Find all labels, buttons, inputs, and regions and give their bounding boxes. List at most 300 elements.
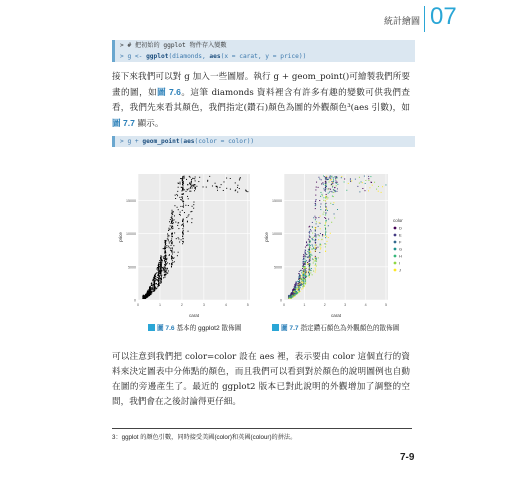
data-point xyxy=(172,228,173,229)
data-point xyxy=(167,268,168,269)
data-point xyxy=(291,296,292,297)
data-point xyxy=(385,184,386,185)
data-point xyxy=(378,186,379,187)
data-point xyxy=(310,254,311,255)
data-point xyxy=(171,216,172,217)
x-tick-label: 4 xyxy=(224,303,227,307)
data-point xyxy=(165,271,166,272)
data-point xyxy=(288,295,289,296)
data-point xyxy=(191,211,192,212)
data-point xyxy=(305,250,306,251)
data-point xyxy=(163,248,164,249)
x-tick-label: 3 xyxy=(344,303,347,307)
y-tick-label: 5000 xyxy=(128,265,136,270)
data-point xyxy=(176,194,177,195)
data-point xyxy=(337,188,338,189)
data-point xyxy=(312,222,313,223)
data-point xyxy=(381,192,382,193)
data-point xyxy=(191,184,192,185)
data-point xyxy=(173,258,174,259)
data-point xyxy=(325,228,326,229)
data-point xyxy=(319,178,320,179)
data-point xyxy=(315,268,316,269)
data-point xyxy=(362,188,363,189)
data-point xyxy=(190,191,191,192)
data-point xyxy=(323,200,324,201)
data-point xyxy=(165,274,166,275)
data-point xyxy=(335,182,336,183)
data-point xyxy=(315,260,316,261)
data-point xyxy=(336,177,337,178)
data-point xyxy=(151,289,152,290)
data-point xyxy=(306,260,307,261)
data-point xyxy=(315,269,316,270)
data-point xyxy=(320,196,321,197)
data-point xyxy=(309,242,310,243)
data-point xyxy=(323,175,324,176)
data-point xyxy=(295,286,296,287)
data-point xyxy=(195,180,196,181)
data-point xyxy=(158,285,159,286)
data-point xyxy=(368,190,369,191)
data-point xyxy=(321,244,322,245)
legend-key xyxy=(394,241,397,244)
data-point xyxy=(334,176,335,177)
caption-square-icon xyxy=(148,324,155,331)
data-point xyxy=(168,235,169,236)
data-point xyxy=(292,293,293,294)
data-point xyxy=(302,268,303,269)
data-point xyxy=(150,294,151,295)
data-point xyxy=(182,233,183,234)
data-point xyxy=(382,186,383,187)
data-point xyxy=(316,266,317,267)
data-point xyxy=(322,234,323,235)
data-point xyxy=(162,270,163,271)
data-point xyxy=(307,262,308,263)
data-point xyxy=(359,177,360,178)
data-point xyxy=(319,222,320,223)
data-point xyxy=(152,285,153,286)
data-point xyxy=(165,245,166,246)
legend-label: E xyxy=(399,232,402,238)
data-point xyxy=(311,268,312,269)
data-point xyxy=(153,288,154,289)
data-point xyxy=(190,186,191,187)
data-point xyxy=(316,248,317,249)
data-point xyxy=(337,177,338,178)
data-point xyxy=(310,272,311,273)
data-point xyxy=(318,217,319,218)
data-point xyxy=(149,288,150,289)
data-point xyxy=(309,257,310,258)
data-point xyxy=(325,185,326,186)
data-point xyxy=(333,177,334,178)
data-point xyxy=(302,286,303,287)
data-point xyxy=(145,295,146,296)
y-tick-label: 15000 xyxy=(126,199,136,204)
data-point xyxy=(219,187,220,188)
data-point xyxy=(330,233,331,234)
data-point xyxy=(299,271,300,272)
data-point xyxy=(322,235,323,236)
code-prompt: > g <- xyxy=(120,53,147,60)
data-point xyxy=(331,191,332,192)
legend-key xyxy=(394,255,397,258)
data-point xyxy=(166,240,167,241)
data-point xyxy=(169,263,170,264)
data-point xyxy=(351,180,352,181)
data-point xyxy=(147,297,148,298)
data-point xyxy=(292,295,293,296)
data-point xyxy=(299,286,300,287)
code-args: (color = color)) xyxy=(194,138,255,145)
data-point xyxy=(239,179,240,180)
data-point xyxy=(160,269,161,270)
data-point xyxy=(296,292,297,293)
data-point xyxy=(165,269,166,270)
paragraph-text: 顯示。 xyxy=(134,119,164,129)
data-point xyxy=(158,278,159,279)
data-point xyxy=(326,196,327,197)
data-point xyxy=(303,270,304,271)
data-point xyxy=(216,186,217,187)
data-point xyxy=(157,277,158,278)
data-point xyxy=(192,206,193,207)
data-point xyxy=(309,269,310,270)
data-point xyxy=(169,254,170,255)
data-point xyxy=(190,188,191,189)
data-point xyxy=(330,189,331,190)
data-point xyxy=(302,284,303,285)
data-point xyxy=(171,235,172,236)
code-line xyxy=(115,136,415,147)
data-point xyxy=(298,273,299,274)
data-point xyxy=(194,178,195,179)
data-point xyxy=(159,266,160,267)
data-point xyxy=(357,186,358,187)
data-point xyxy=(328,193,329,194)
data-point xyxy=(299,285,300,286)
data-point xyxy=(309,247,310,248)
data-point xyxy=(315,244,316,245)
data-point xyxy=(170,241,171,242)
figure-reference: 圖 7.7 xyxy=(112,118,135,128)
data-point xyxy=(230,178,231,179)
data-point xyxy=(189,182,190,183)
data-point xyxy=(151,292,152,293)
data-point xyxy=(305,277,306,278)
data-point xyxy=(223,190,224,191)
data-point xyxy=(158,281,159,282)
data-point xyxy=(336,183,337,184)
data-point xyxy=(316,187,317,188)
data-point xyxy=(187,189,188,190)
data-point xyxy=(172,247,173,248)
data-point xyxy=(309,231,310,232)
data-point xyxy=(182,231,183,232)
data-point xyxy=(164,267,165,268)
data-point xyxy=(161,265,162,266)
data-point xyxy=(325,186,326,187)
data-point xyxy=(191,181,192,182)
data-point xyxy=(326,179,327,180)
data-point xyxy=(297,288,298,289)
data-point xyxy=(172,211,173,212)
data-point xyxy=(315,261,316,262)
data-point xyxy=(183,183,184,184)
data-point xyxy=(330,180,331,181)
data-point xyxy=(303,288,304,289)
data-point xyxy=(163,277,164,278)
scatter-plot-basic xyxy=(116,170,256,320)
data-point xyxy=(318,187,319,188)
x-tick-label: 0 xyxy=(137,303,139,307)
data-point xyxy=(160,262,161,263)
x-tick-label: 1 xyxy=(158,303,161,307)
data-point xyxy=(312,239,313,240)
legend-label: D xyxy=(399,225,402,231)
data-point xyxy=(173,211,174,212)
data-point xyxy=(319,252,320,253)
data-point xyxy=(161,262,162,263)
data-point xyxy=(312,249,313,250)
data-point xyxy=(178,252,179,253)
data-point xyxy=(160,268,161,269)
data-point xyxy=(301,283,302,284)
data-point xyxy=(326,194,327,195)
data-point xyxy=(174,232,175,233)
data-point xyxy=(327,197,328,198)
data-point xyxy=(301,285,302,286)
data-point xyxy=(308,272,309,273)
data-point xyxy=(160,272,161,273)
data-point xyxy=(154,276,155,277)
data-point xyxy=(180,212,181,213)
data-point xyxy=(303,266,304,267)
data-point xyxy=(172,210,173,211)
data-point xyxy=(325,215,326,216)
data-point xyxy=(315,217,316,218)
data-point xyxy=(158,264,159,265)
data-point xyxy=(325,251,326,252)
data-point xyxy=(337,182,338,183)
data-point xyxy=(183,194,184,195)
data-point xyxy=(175,198,176,199)
data-point xyxy=(191,179,192,180)
data-point xyxy=(143,296,144,297)
data-point xyxy=(315,250,316,251)
data-point xyxy=(153,291,154,292)
data-point xyxy=(177,225,178,226)
data-point xyxy=(237,192,238,193)
data-point xyxy=(318,234,319,235)
code-args: (diamonds, xyxy=(168,53,210,60)
data-point xyxy=(305,247,306,248)
data-point xyxy=(154,290,155,291)
data-point xyxy=(189,191,190,192)
data-point xyxy=(183,226,184,227)
data-point xyxy=(301,281,302,282)
data-point xyxy=(335,180,336,181)
x-tick-label: 2 xyxy=(180,303,183,307)
data-point xyxy=(320,244,321,245)
data-point xyxy=(320,228,321,229)
data-point xyxy=(309,249,310,250)
data-point xyxy=(327,210,328,211)
data-point xyxy=(325,232,326,233)
data-point xyxy=(162,260,163,261)
data-point xyxy=(193,184,194,185)
data-point xyxy=(147,295,148,296)
data-point xyxy=(309,259,310,260)
data-point xyxy=(315,227,316,228)
data-point xyxy=(240,177,241,178)
caption-text: 指定鑽石顏色為外觀顏色的散佈圖 xyxy=(300,325,400,332)
legend-key xyxy=(394,227,397,230)
data-point xyxy=(182,238,183,239)
data-point xyxy=(300,275,301,276)
data-point xyxy=(160,265,161,266)
data-point xyxy=(299,276,300,277)
data-point xyxy=(370,176,371,177)
data-point xyxy=(171,245,172,246)
data-point xyxy=(168,239,169,240)
data-point xyxy=(175,222,176,223)
code-block-2 xyxy=(112,136,415,147)
data-point xyxy=(182,241,183,242)
data-point xyxy=(301,272,302,273)
data-point xyxy=(152,288,153,289)
data-point xyxy=(316,223,317,224)
data-point xyxy=(160,273,161,274)
data-point xyxy=(158,280,159,281)
data-point xyxy=(309,235,310,236)
data-point xyxy=(309,226,310,227)
legend-label: G xyxy=(399,246,403,252)
data-point xyxy=(171,263,172,264)
data-point xyxy=(182,201,183,202)
data-point xyxy=(314,216,315,217)
data-point xyxy=(368,178,369,179)
data-point xyxy=(166,247,167,248)
data-point xyxy=(294,291,295,292)
data-point xyxy=(186,191,187,192)
data-point xyxy=(323,188,324,189)
data-point xyxy=(297,289,298,290)
data-point xyxy=(335,177,336,178)
data-point xyxy=(187,196,188,197)
data-point xyxy=(300,287,301,288)
data-point xyxy=(307,257,308,258)
data-point xyxy=(182,177,183,178)
figure-reference: 圖 7.6 xyxy=(157,87,181,97)
data-point xyxy=(376,189,377,190)
data-point xyxy=(161,260,162,261)
x-axis-label: carat xyxy=(188,313,200,318)
data-point xyxy=(324,217,325,218)
data-point xyxy=(206,187,207,188)
data-point xyxy=(162,267,163,268)
data-point xyxy=(159,262,160,263)
data-point xyxy=(310,240,311,241)
data-point xyxy=(174,215,175,216)
data-point xyxy=(315,201,316,202)
data-point xyxy=(310,260,311,261)
data-point xyxy=(194,190,195,191)
data-point xyxy=(176,238,177,239)
data-point xyxy=(172,248,173,249)
data-point xyxy=(325,177,326,178)
data-point xyxy=(326,220,327,221)
data-point xyxy=(183,189,184,190)
data-point xyxy=(193,204,194,205)
data-point xyxy=(170,219,171,220)
data-point xyxy=(173,222,174,223)
data-point xyxy=(151,285,152,286)
data-point xyxy=(163,270,164,271)
data-point xyxy=(165,266,166,267)
data-point xyxy=(368,176,369,177)
caption-square-icon xyxy=(272,324,279,331)
caption-number: 圖 7.7 xyxy=(281,325,299,332)
data-point xyxy=(305,281,306,282)
y-tick-label: 0 xyxy=(134,298,136,303)
data-point xyxy=(307,264,308,265)
data-point xyxy=(328,179,329,180)
data-point xyxy=(289,298,290,299)
data-point xyxy=(193,208,194,209)
page-number: 7-9 xyxy=(400,452,415,463)
data-point xyxy=(335,178,336,179)
y-tick-label: 10000 xyxy=(126,232,136,237)
data-point xyxy=(143,298,144,299)
data-point xyxy=(309,237,310,238)
data-point xyxy=(304,259,305,260)
data-point xyxy=(295,289,296,290)
data-point xyxy=(326,241,327,242)
data-point xyxy=(305,255,306,256)
data-point xyxy=(341,176,342,177)
y-tick-label: 5000 xyxy=(274,265,282,270)
data-point xyxy=(318,177,319,178)
data-point xyxy=(305,273,306,274)
data-point xyxy=(322,195,323,196)
data-point xyxy=(303,274,304,275)
data-point xyxy=(332,186,333,187)
data-point xyxy=(325,243,326,244)
data-point xyxy=(321,239,322,240)
data-point xyxy=(203,186,204,187)
data-point xyxy=(171,222,172,223)
data-point xyxy=(305,262,306,263)
data-point xyxy=(326,236,327,237)
data-point xyxy=(291,294,292,295)
data-point xyxy=(307,245,308,246)
data-point xyxy=(305,276,306,277)
data-point xyxy=(325,209,326,210)
data-point xyxy=(165,246,166,247)
data-point xyxy=(174,205,175,206)
data-point xyxy=(158,265,159,266)
data-point xyxy=(161,276,162,277)
data-point xyxy=(296,285,297,286)
data-point xyxy=(179,214,180,215)
paragraph-text: 接下來我們可以對 g 加入一些圖層。執行 g + geom_point()可繪製我們所要畫的圖，如 xyxy=(112,72,410,98)
data-point xyxy=(154,284,155,285)
data-point xyxy=(337,209,338,210)
data-point xyxy=(177,191,178,192)
